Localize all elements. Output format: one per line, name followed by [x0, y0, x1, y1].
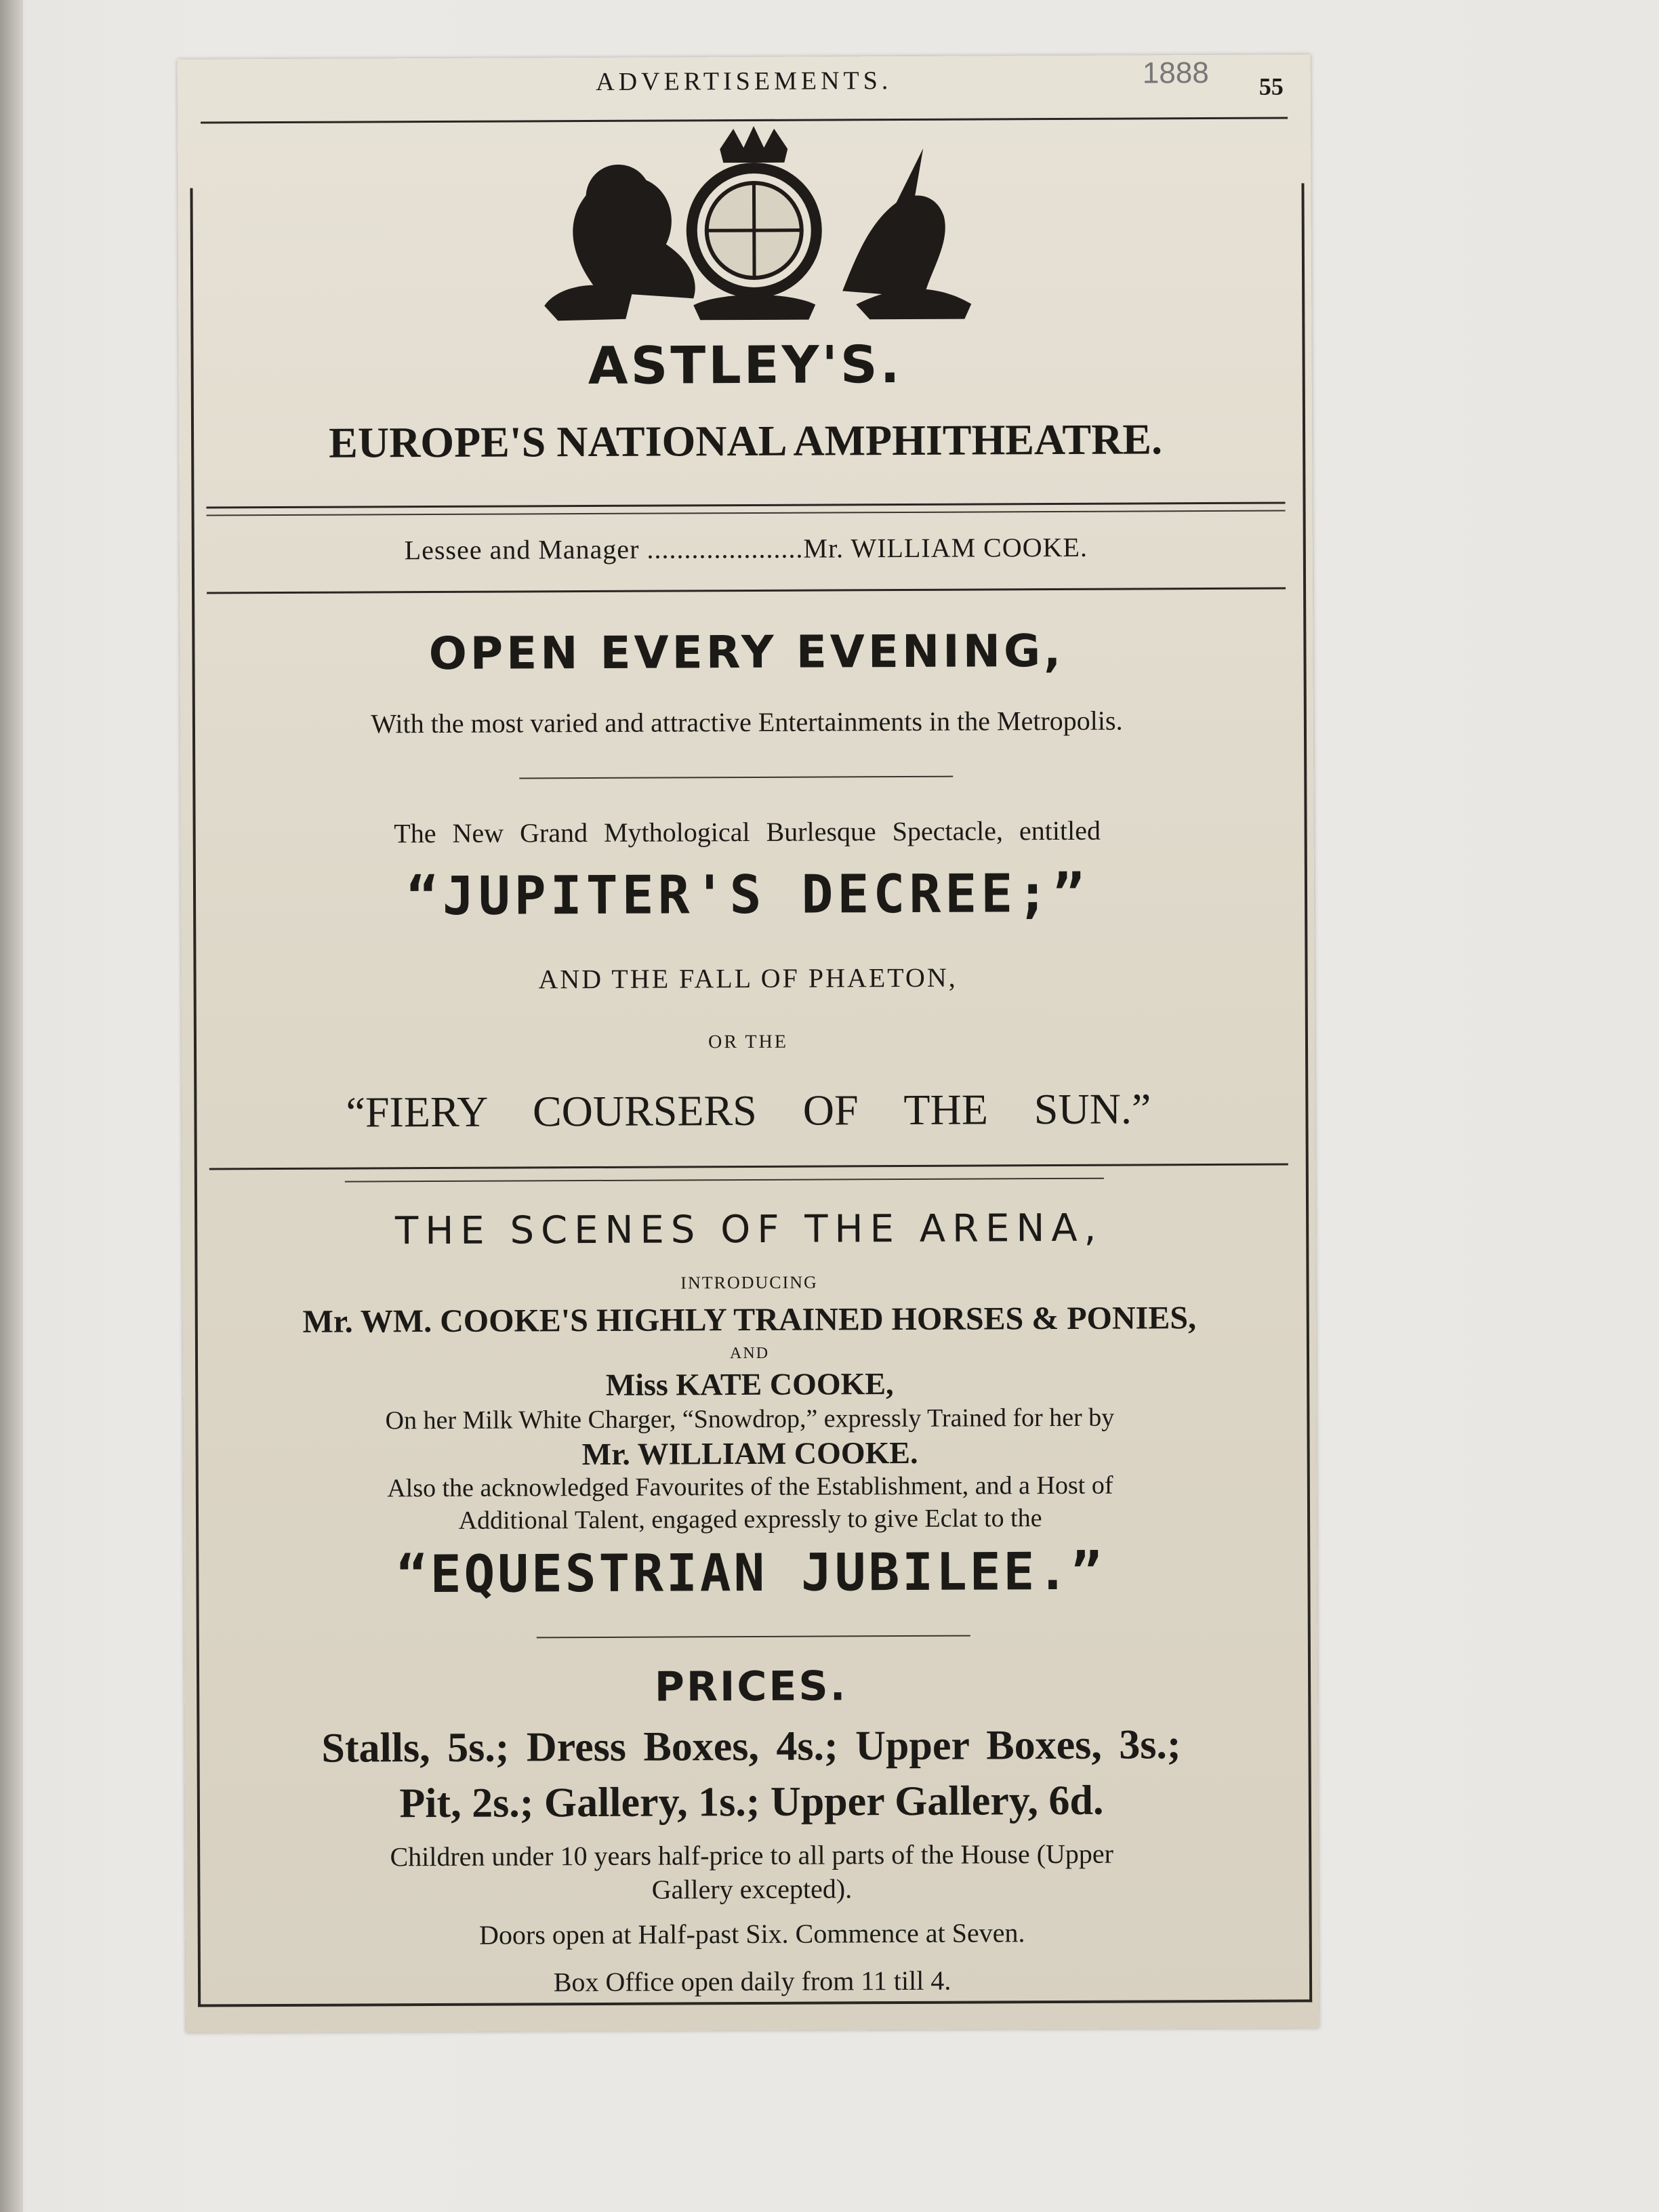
equestrian-jubilee: “EQUESTRIAN JUBILEE.”: [396, 1540, 1105, 1605]
theatre-subtitle: EUROPE'S NATIONAL AMPHITHEATRE.: [329, 415, 1163, 467]
arena-charger-line: On her Milk White Charger, “Snowdrop,” expressly Trained for her by: [385, 1403, 1115, 1435]
arena-favourites-line2: Additional Talent, engaged expressly to give Eclat to the: [458, 1504, 1042, 1535]
theatre-name: ASTLEY'S.: [588, 333, 903, 396]
arena-trainer: Mr. WILLIAM COOKE.: [581, 1435, 918, 1472]
prices-line2: Pit, 2s.; Gallery, 1s.; Upper Gallery, 6d.: [399, 1777, 1104, 1827]
spectacle-title: “JUPITER'S DECREE;”: [406, 863, 1089, 928]
prices-line1: Stalls, 5s.; Dress Boxes, 4s.; Upper Boxes, 3s.;: [321, 1721, 1181, 1771]
spectacle-and-line: AND THE FALL OF PHAETON,: [538, 962, 958, 995]
children-line2: Gallery excepted).: [651, 1873, 853, 1905]
opening-tagline: With the most varied and attractive Entertainments in the Metropolis.: [371, 705, 1123, 739]
book-spine-shadow: [0, 0, 23, 2212]
prices-heading: PRICES.: [654, 1662, 848, 1711]
arena-favourites-line1: Also the acknowledged Favourites of the Establishment, and a Host of: [387, 1471, 1113, 1503]
spectacle-intro: The New Grand Mythological Burlesque Spectacle, entitled: [394, 815, 1101, 849]
arena-and: AND: [729, 1344, 770, 1363]
arena-horses: Mr. WM. COOKE'S HIGHLY TRAINED HORSES & PONIES,: [302, 1300, 1197, 1340]
box-office-line: Box Office open daily from 11 till 4.: [553, 1965, 951, 1998]
manager-line: Lessee and Manager .....................Mr. WILLIAM COOKE.: [404, 531, 1088, 566]
spectacle-or-line: OR THE: [708, 1031, 788, 1053]
arena-performer: Miss KATE COOKE,: [605, 1366, 894, 1402]
running-head: ADVERTISEMENTS.: [596, 66, 893, 96]
children-line1: Children under 10 years half-price to all parts of the House (Upper: [390, 1838, 1114, 1872]
spectacle-alt-title: “FIERY COURSERS OF THE SUN.”: [346, 1084, 1151, 1136]
advertisement-clipping: [178, 54, 1319, 2032]
royal-coat-of-arms-icon: [516, 121, 991, 326]
pencil-note: 1888: [1142, 56, 1209, 90]
opening-headline: OPEN EVERY EVENING,: [428, 624, 1065, 680]
doors-line: Doors open at Half-past Six. Commence at Seven.: [478, 1917, 1025, 1950]
page-number: 55: [1258, 73, 1284, 100]
arena-introducing: INTRODUCING: [680, 1272, 818, 1293]
arena-headline: THE SCENES OF THE ARENA,: [394, 1206, 1103, 1254]
